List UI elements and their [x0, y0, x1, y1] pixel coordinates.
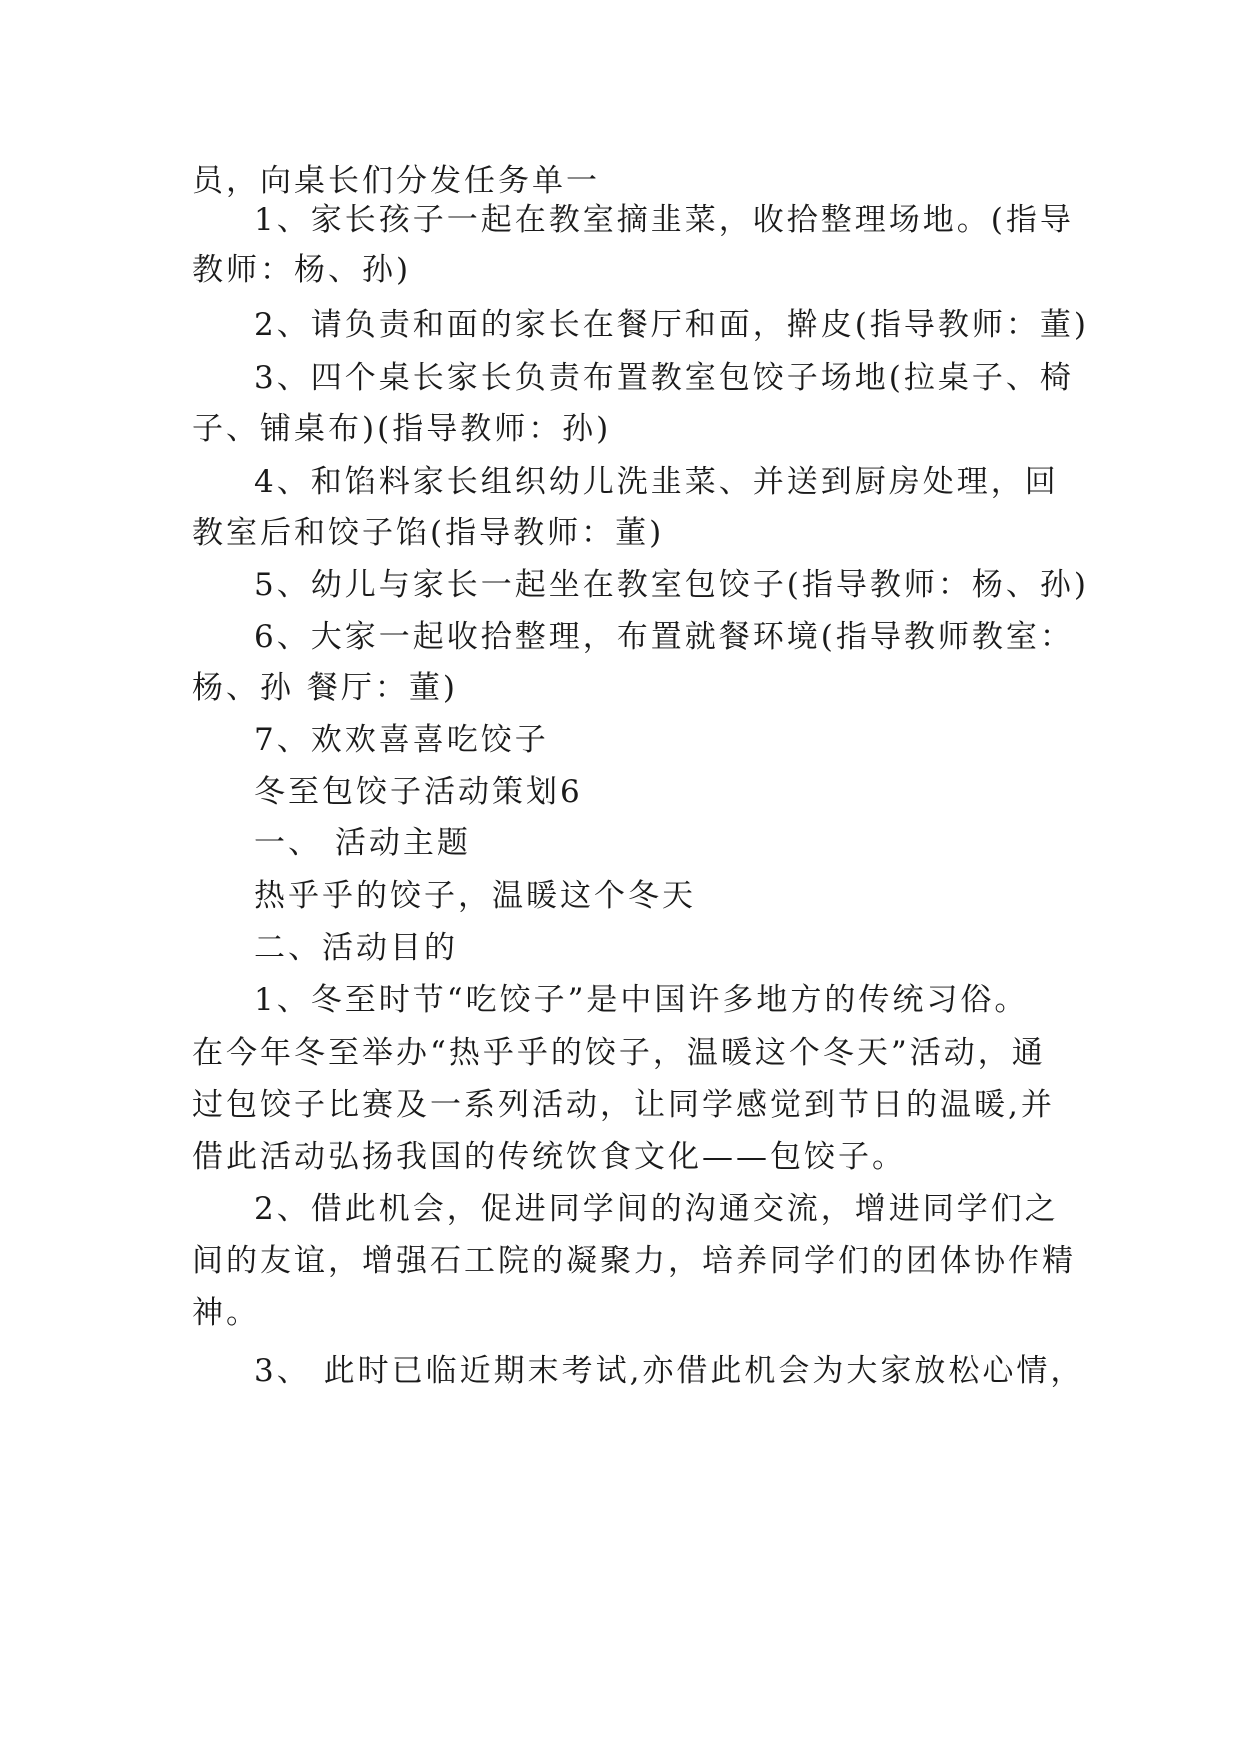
section-heading: 二、活动目的 [254, 930, 458, 966]
text-line: 间的友谊，增强石工院的凝聚力，培养同学们的团体协作精 [192, 1243, 1076, 1279]
text-line: 4、和馅料家长组织幼儿洗韭菜、并送到厨房处理，回 [254, 464, 1059, 500]
section-heading: 一、 活动主题 [254, 825, 471, 861]
text-line: 6、大家一起收拾整理，布置就餐环境(指导教师教室： [254, 619, 1074, 655]
text-line: 2、借此机会，促进同学间的沟通交流，增进同学们之 [254, 1191, 1059, 1227]
text-line: 1、冬至时节“吃饺子”是中国许多地方的传统习俗。 [254, 982, 1029, 1018]
text-line: 2、请负责和面的家长在餐厅和面，擀皮(指导教师：董) [254, 307, 1089, 343]
text-line: 过包饺子比赛及一系列活动，让同学感觉到节日的温暖,并 [192, 1087, 1055, 1123]
text-line: 热乎乎的饺子，温暖这个冬天 [254, 878, 696, 914]
text-line: 借此活动弘扬我国的传统饮食文化——包饺子。 [192, 1139, 906, 1175]
text-line: 杨、孙 餐厅：董) [192, 670, 458, 706]
text-line: 员，向桌长们分发任务单一 [192, 163, 600, 199]
text-line: 子、铺桌布)(指导教师：孙) [192, 411, 612, 447]
section-heading: 冬至包饺子活动策划6 [254, 774, 583, 810]
text-line: 3、四个桌长家长负责布置教室包饺子场地(拉桌子、椅 [254, 360, 1074, 396]
text-line: 3、 此时已临近期末考试,亦借此机会为大家放松心情， [254, 1353, 1085, 1389]
text-line: 神。 [192, 1295, 260, 1331]
text-line: 5、幼儿与家长一起坐在教室包饺子(指导教师：杨、孙) [254, 567, 1089, 603]
text-line: 1、家长孩子一起在教室摘韭菜，收拾整理场地。(指导 [254, 202, 1074, 238]
text-line: 教师：杨、孙) [192, 252, 412, 288]
text-line: 教室后和饺子馅(指导教师：董) [192, 515, 665, 551]
text-line: 7、欢欢喜喜吃饺子 [254, 722, 549, 758]
text-line: 在今年冬至举办“热乎乎的饺子，温暖这个冬天”活动，通 [192, 1035, 1046, 1071]
